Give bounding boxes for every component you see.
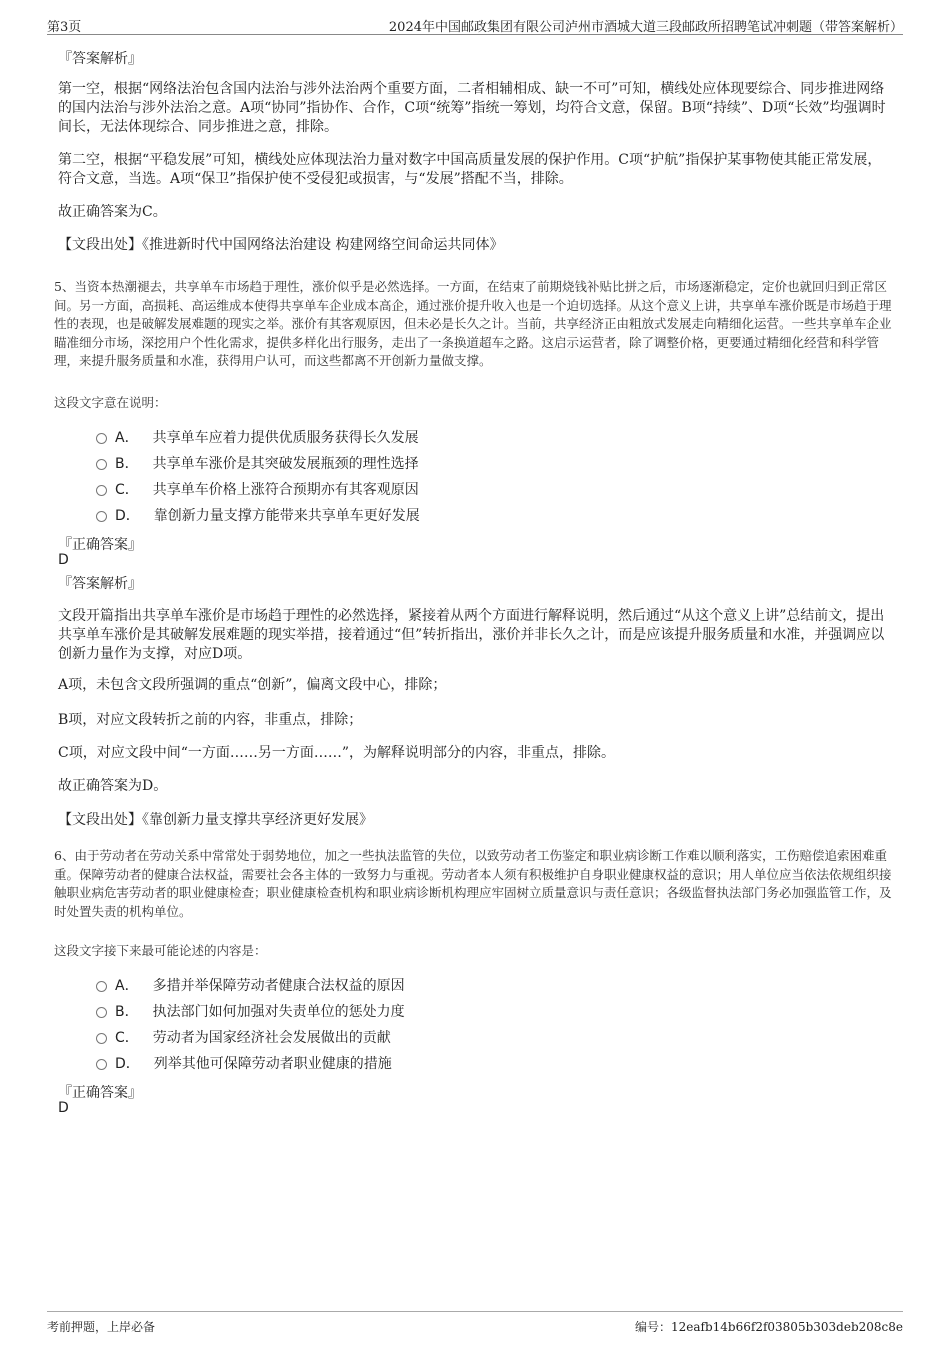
- radio-icon[interactable]: [96, 459, 107, 470]
- option-a[interactable]: A． 共享单车应着力提供优质服务获得长久发展: [96, 427, 419, 447]
- page-header: [47, 14, 903, 35]
- document-title: 2024年中国邮政集团有限公司泸州市酒城大道三段邮政所招聘笔试冲刺题（带答案解析）: [388, 20, 903, 35]
- option-d[interactable]: D． 靠创新力量支撑方能带来共享单车更好发展: [96, 505, 420, 525]
- correct-answer-label: 『正确答案』: [58, 537, 142, 553]
- option-d[interactable]: D． 列举其他可保障劳动者职业健康的措施: [96, 1053, 392, 1073]
- option-b[interactable]: B． 共享单车涨价是其突破发展瓶颈的理性选择: [96, 453, 419, 473]
- analysis-paragraph: 文段开篇指出共享单车涨价是市场趋于理性的必然选择，紧接着从两个方面进行解释说明，然后通过“从这个意义上讲”总结前文，提出共享单车涨价是其破解发展难题的现实举措，接着通过“但”转折指出，涨价并非长久之计，而是应该提升服务质量和水准，并强调应以创新力量作为支撑，对应D项。: [58, 608, 885, 662]
- option-c[interactable]: C． 劳动者为国家经济社会发展做出的贡献: [96, 1027, 391, 1047]
- footer-slogan: 考前押题，上岸必备: [47, 1320, 156, 1334]
- analysis-label: 『答案解析』: [58, 51, 142, 67]
- analysis-paragraph: B项，对应文段转折之前的内容，非重点，排除；: [58, 712, 363, 728]
- radio-icon[interactable]: [96, 1033, 107, 1044]
- correct-answer-label: 『正确答案』: [58, 1085, 142, 1101]
- question-passage: 5、当资本热潮褪去，共享单车市场趋于理性，涨价似乎是必然选择。一方面，在结束了前期烧钱补贴比拼之后，市场逐渐稳定，定价也就回归到正常区间。另一方面，高损耗、高运维成本使得共享单车企业成本高企，通过涨价提升收入也是一个迫切选择。从这个意义上讲，共享单车涨价既是市场趋于理性的表现，也是破解发展难题的现实之举。涨价有其客观原因，但未必是长久之计。当前，共享经济正由粗放式发展走向精细化运营。一些共享单车企业瞄准细分市场，深挖用户个性化需求，提供多样化出行服务，走出了一条换道超车之路。这启示运营者，除了调整价格，更要通过精细化经营和科学管理，来提升服务质量和水准，获得用户认可，而这些都离不开创新力量做支撑。: [54, 279, 892, 368]
- answer-conclusion: 故正确答案为C。: [58, 204, 167, 220]
- option-a[interactable]: A． 多措并举保障劳动者健康合法权益的原因: [96, 975, 405, 995]
- radio-icon[interactable]: [96, 433, 107, 444]
- option-c[interactable]: C． 共享单车价格上涨符合预期亦有其客观原因: [96, 479, 419, 499]
- question-stem: 这段文字接下来最可能论述的内容是：: [54, 943, 267, 958]
- analysis-paragraph: 第二空，根据“平稳发展”可知，横线处应体现法治力量对数字中国高质量发展的保护作用。C项“护航”指保护某事物使其能正常发展，符合文意，当选。A项“保卫”指保护使不受侵犯或损害，与“发展”搭配不当，排除。: [58, 152, 882, 187]
- radio-icon[interactable]: [96, 511, 107, 522]
- answer-conclusion: 故正确答案为D。: [58, 778, 168, 794]
- source-citation: 【文段出处】《靠创新力量支撑共享经济更好发展》: [58, 812, 373, 828]
- document-id: 编号：12eafb14b66f2f03805b303deb208c8e: [635, 1320, 903, 1334]
- page-footer: [47, 1311, 903, 1336]
- question-stem: 这段文字意在说明：: [54, 395, 167, 410]
- page-number: 第3页: [47, 20, 82, 35]
- radio-icon[interactable]: [96, 1059, 107, 1070]
- analysis-label: 『答案解析』: [58, 576, 142, 592]
- radio-icon[interactable]: [96, 485, 107, 496]
- radio-icon[interactable]: [96, 1007, 107, 1018]
- radio-icon[interactable]: [96, 981, 107, 992]
- question-passage: 6、由于劳动者在劳动关系中常常处于弱势地位，加之一些执法监管的失位，以致劳动者工伤鉴定和职业病诊断工作难以顺利落实，工伤赔偿追索困难重重。保障劳动者的健康合法权益，需要社会各主体的一致努力与重视。劳动者本人须有积极维护自身职业健康权益的意识；用人单位应当依法依规组织接触职业病危害劳动者的职业健康检查；职业健康检查机构和职业病诊断机构理应牢固树立质量意识与责任意识；各级监督执法部门务必加强监管工作，及时处置失责的机构单位。: [54, 848, 892, 919]
- source-citation: 【文段出处】《推进新时代中国网络法治建设 构建网络空间命运共同体》: [58, 237, 504, 253]
- option-b[interactable]: B． 执法部门如何加强对失责单位的惩处力度: [96, 1001, 405, 1021]
- correct-answer: D: [58, 552, 69, 568]
- analysis-paragraph: 第一空，根据“网络法治包含国内法治与涉外法治两个重要方面，二者相辅相成、缺一不可”可知，横线处应体现要综合、同步推进网络的国内法治与涉外法治之意。A项“协同”指协作、合作，C项“统筹”指统一筹划，均符合文意，保留。B项“持续”、D项“长效”均强调时间长，无法体现综合、同步推进之意，排除。: [58, 81, 886, 135]
- correct-answer: D: [58, 1100, 69, 1116]
- analysis-paragraph: A项，未包含文段所强调的重点“创新”，偏离文段中心，排除；: [58, 677, 447, 693]
- analysis-paragraph: C项，对应文段中间“一方面……另一方面……”，为解释说明部分的内容，非重点，排除。: [58, 745, 616, 761]
